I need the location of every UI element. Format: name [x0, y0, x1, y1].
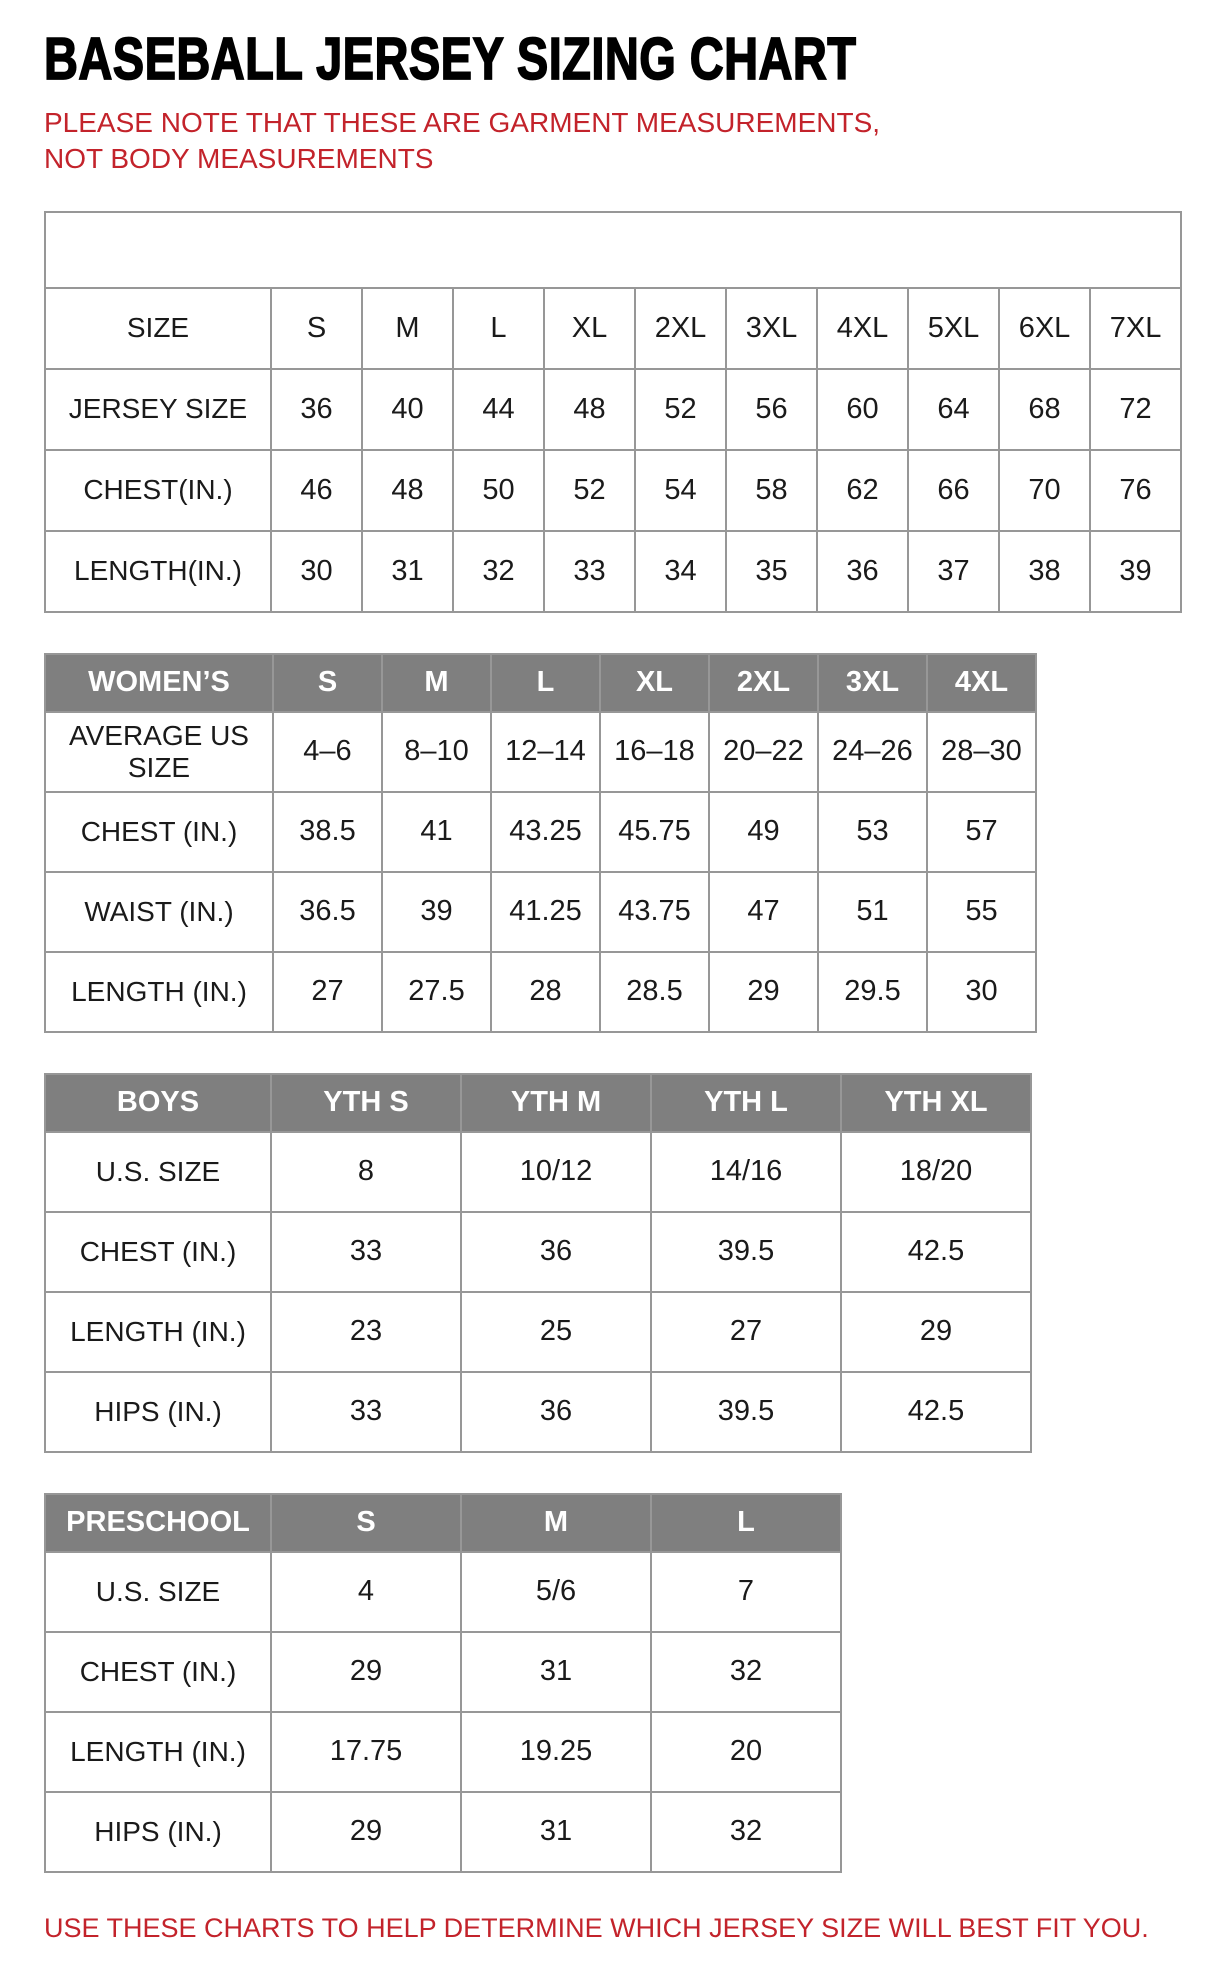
- value-cell: 7: [651, 1552, 841, 1632]
- column-header-cell: L: [491, 654, 600, 712]
- value-cell: 33: [544, 531, 635, 612]
- value-cell: 29.5: [818, 952, 927, 1032]
- boys-sizing-table: [44, 1073, 1032, 1453]
- value-cell: L: [453, 288, 544, 369]
- value-cell: 10/12: [461, 1132, 651, 1212]
- value-cell: 72: [1090, 369, 1181, 450]
- table-row: [45, 1132, 1031, 1212]
- value-cell: 70: [999, 450, 1090, 531]
- value-cell: 2XL: [635, 288, 726, 369]
- value-cell: 38.5: [273, 792, 382, 872]
- table-row: [45, 1292, 1031, 1372]
- value-cell: M: [362, 288, 453, 369]
- mens-table-title-row: [45, 212, 1181, 288]
- page-title: BASEBALL JERSEY SIZING CHART: [44, 25, 857, 92]
- value-cell: 18/20: [841, 1132, 1031, 1212]
- row-label-cell: LENGTH (IN.): [45, 1712, 271, 1792]
- value-cell: 28: [491, 952, 600, 1032]
- value-cell: 29: [841, 1292, 1031, 1372]
- value-cell: 47: [709, 872, 818, 952]
- value-cell: 51: [818, 872, 927, 952]
- row-label-cell: LENGTH (IN.): [45, 1292, 271, 1372]
- value-cell: 19.25: [461, 1712, 651, 1792]
- value-cell: 33: [271, 1212, 461, 1292]
- column-header-cell: YTH L: [651, 1074, 841, 1132]
- table-row: [45, 872, 1036, 952]
- value-cell: 37: [908, 531, 999, 612]
- value-cell: 20: [651, 1712, 841, 1792]
- table-row: [45, 792, 1036, 872]
- value-cell: 60: [817, 369, 908, 450]
- value-cell: 42.5: [841, 1372, 1031, 1452]
- table-row: [45, 531, 1181, 612]
- womens-table-body: [45, 654, 1036, 1032]
- row-label-cell: CHEST (IN.): [45, 1212, 271, 1292]
- table-row: [45, 1712, 841, 1792]
- table-header-label: PRESCHOOL: [45, 1494, 271, 1552]
- value-cell: 23: [271, 1292, 461, 1372]
- row-label-cell: AVERAGE US SIZE: [45, 712, 273, 792]
- value-cell: 31: [362, 531, 453, 612]
- value-cell: 14/16: [651, 1132, 841, 1212]
- column-header-cell: 3XL: [818, 654, 927, 712]
- value-cell: 52: [635, 369, 726, 450]
- value-cell: 39.5: [651, 1212, 841, 1292]
- value-cell: 53: [818, 792, 927, 872]
- value-cell: 50: [453, 450, 544, 531]
- value-cell: 48: [362, 450, 453, 531]
- column-header-cell: 2XL: [709, 654, 818, 712]
- value-cell: 28–30: [927, 712, 1036, 792]
- fit-advice-note: USE THESE CHARTS TO HELP DETERMINE WHICH JERSEY SIZE WILL BEST FIT YOU.: [44, 1912, 1149, 1943]
- mens-table-body: [45, 288, 1181, 612]
- value-cell: 43.75: [600, 872, 709, 952]
- table-row: [45, 450, 1181, 531]
- value-cell: 7XL: [1090, 288, 1181, 369]
- value-cell: 36: [461, 1212, 651, 1292]
- table-row: [45, 1632, 841, 1712]
- table-row: [45, 1212, 1031, 1292]
- column-header-cell: XL: [600, 654, 709, 712]
- value-cell: 3XL: [726, 288, 817, 369]
- table-row: [45, 369, 1181, 450]
- value-cell: 41.25: [491, 872, 600, 952]
- value-cell: 32: [651, 1792, 841, 1872]
- value-cell: 27.5: [382, 952, 491, 1032]
- garment-measurement-note: PLEASE NOTE THAT THESE ARE GARMENT MEASUREMENTS, NOT BODY MEASUREMENTS: [44, 107, 881, 174]
- value-cell: 28.5: [600, 952, 709, 1032]
- value-cell: 36: [817, 531, 908, 612]
- column-header-row: [45, 654, 1036, 712]
- preschool-sizing-table: [44, 1493, 842, 1873]
- mens-table-title: MEN’S AUTHENTIC JERSEYS: [45, 212, 1181, 288]
- value-cell: 29: [709, 952, 818, 1032]
- value-cell: 24–26: [818, 712, 927, 792]
- value-cell: 30: [927, 952, 1036, 1032]
- row-label-cell: SIZE: [45, 288, 271, 369]
- value-cell: 4: [271, 1552, 461, 1632]
- value-cell: 36: [271, 369, 362, 450]
- value-cell: 33: [271, 1372, 461, 1452]
- boys-table-body: [45, 1074, 1031, 1452]
- value-cell: 55: [927, 872, 1036, 952]
- value-cell: 5XL: [908, 288, 999, 369]
- value-cell: 66: [908, 450, 999, 531]
- row-label-cell: CHEST (IN.): [45, 1632, 271, 1712]
- row-label-cell: CHEST(IN.): [45, 450, 271, 531]
- value-cell: 34: [635, 531, 726, 612]
- value-cell: 39: [382, 872, 491, 952]
- value-cell: 68: [999, 369, 1090, 450]
- value-cell: 8–10: [382, 712, 491, 792]
- value-cell: 76: [1090, 450, 1181, 531]
- value-cell: 12–14: [491, 712, 600, 792]
- value-cell: 4XL: [817, 288, 908, 369]
- value-cell: 31: [461, 1792, 651, 1872]
- column-header-cell: 4XL: [927, 654, 1036, 712]
- row-label-cell: JERSEY SIZE: [45, 369, 271, 450]
- column-header-row: [45, 1494, 841, 1552]
- table-row: [45, 1552, 841, 1632]
- value-cell: 52: [544, 450, 635, 531]
- value-cell: 8: [271, 1132, 461, 1212]
- value-cell: 40: [362, 369, 453, 450]
- column-header-cell: S: [271, 1494, 461, 1552]
- column-header-cell: YTH S: [271, 1074, 461, 1132]
- row-label-cell: CHEST (IN.): [45, 792, 273, 872]
- value-cell: 16–18: [600, 712, 709, 792]
- value-cell: 57: [927, 792, 1036, 872]
- row-label-cell: LENGTH(IN.): [45, 531, 271, 612]
- column-header-cell: S: [273, 654, 382, 712]
- value-cell: 25: [461, 1292, 651, 1372]
- column-header-cell: L: [651, 1494, 841, 1552]
- value-cell: 46: [271, 450, 362, 531]
- value-cell: 36.5: [273, 872, 382, 952]
- value-cell: 27: [273, 952, 382, 1032]
- table-row: [45, 712, 1036, 792]
- value-cell: 54: [635, 450, 726, 531]
- value-cell: 31: [461, 1632, 651, 1712]
- value-cell: 62: [817, 450, 908, 531]
- table-row: [45, 1372, 1031, 1452]
- table-row: [45, 952, 1036, 1032]
- column-header-cell: YTH XL: [841, 1074, 1031, 1132]
- row-label-cell: HIPS (IN.): [45, 1372, 271, 1452]
- row-label-cell: U.S. SIZE: [45, 1552, 271, 1632]
- value-cell: 29: [271, 1792, 461, 1872]
- value-cell: 64: [908, 369, 999, 450]
- value-cell: 32: [651, 1632, 841, 1712]
- value-cell: 49: [709, 792, 818, 872]
- value-cell: 17.75: [271, 1712, 461, 1792]
- value-cell: 5/6: [461, 1552, 651, 1632]
- row-label-cell: HIPS (IN.): [45, 1792, 271, 1872]
- table-row: [45, 288, 1181, 369]
- value-cell: 48: [544, 369, 635, 450]
- value-cell: 27: [651, 1292, 841, 1372]
- value-cell: 35: [726, 531, 817, 612]
- preschool-table-body: [45, 1494, 841, 1872]
- value-cell: 30: [271, 531, 362, 612]
- column-header-row: [45, 1074, 1031, 1132]
- value-cell: 6XL: [999, 288, 1090, 369]
- value-cell: 4–6: [273, 712, 382, 792]
- row-label-cell: WAIST (IN.): [45, 872, 273, 952]
- value-cell: 44: [453, 369, 544, 450]
- value-cell: 39: [1090, 531, 1181, 612]
- value-cell: 36: [461, 1372, 651, 1452]
- value-cell: 56: [726, 369, 817, 450]
- table-row: [45, 1792, 841, 1872]
- mens-authentic-jerseys-table: [44, 211, 1182, 613]
- value-cell: 43.25: [491, 792, 600, 872]
- value-cell: 42.5: [841, 1212, 1031, 1292]
- value-cell: 39.5: [651, 1372, 841, 1452]
- table-header-label: WOMEN’S: [45, 654, 273, 712]
- value-cell: 29: [271, 1632, 461, 1712]
- row-label-cell: U.S. SIZE: [45, 1132, 271, 1212]
- column-header-cell: M: [461, 1494, 651, 1552]
- value-cell: 20–22: [709, 712, 818, 792]
- value-cell: 32: [453, 531, 544, 612]
- row-label-cell: LENGTH (IN.): [45, 952, 273, 1032]
- value-cell: 41: [382, 792, 491, 872]
- column-header-cell: M: [382, 654, 491, 712]
- column-header-cell: YTH M: [461, 1074, 651, 1132]
- value-cell: 58: [726, 450, 817, 531]
- value-cell: S: [271, 288, 362, 369]
- value-cell: 45.75: [600, 792, 709, 872]
- womens-sizing-table: [44, 653, 1037, 1033]
- value-cell: 38: [999, 531, 1090, 612]
- table-header-label: BOYS: [45, 1074, 271, 1132]
- value-cell: XL: [544, 288, 635, 369]
